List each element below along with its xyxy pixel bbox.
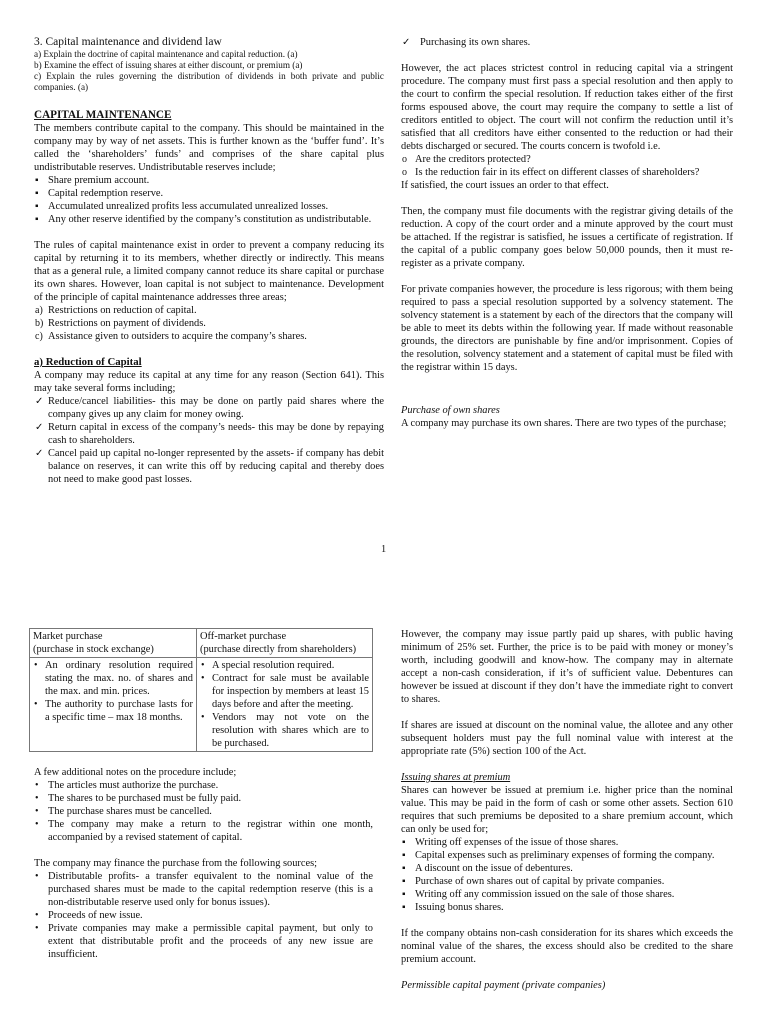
table-cell-off-market (197, 658, 373, 752)
list-item: • Private companies may make a permissible capital payment, but only to extent that distributable profit and the proceeds of any new issue are insufficient. (35, 923, 373, 960)
list-item: ▪ Purchase of own shares out of capital by private companies. (402, 876, 665, 887)
premium-heading: Issuing shares at premium (401, 772, 511, 783)
notes-intro: A few additional notes on the procedure include; (34, 767, 237, 778)
list-item: ▪ Writing off any commission issued on the sale of those shares. (402, 889, 675, 900)
page1-left-column (34, 36, 384, 486)
list-item: ▪ Capital expenses such as preliminary expenses of forming the company. (402, 850, 715, 861)
bullet-icon: • (201, 673, 205, 684)
bullet-icon: • (35, 780, 39, 791)
bullet-icon: • (35, 923, 39, 934)
list-item: • A special resolution required. (201, 660, 335, 671)
reduction-forms-list (34, 395, 384, 486)
list-item: ▪ Capital redemption reserve. (35, 188, 164, 199)
list-item: • Distributable profits- a transfer equivalent to the nominal value of the purchased shares must be made to the capital redemption reserve (this is a non-distributable reserve used only for bonus issues). (35, 871, 373, 908)
notes-list (34, 779, 373, 844)
table-header-row (30, 629, 373, 658)
circle-bullet-icon: o (402, 167, 407, 178)
bullet-icon: • (35, 793, 39, 804)
capital-maintenance-title: CAPITAL MAINTENANCE (34, 109, 172, 121)
list-item: b) Restrictions on payment of dividends. (35, 318, 206, 329)
list-item: ▪ Issuing bonus shares. (402, 902, 504, 913)
bullet-icon: • (35, 819, 39, 830)
list-item: c) Assistance given to outsiders to acquire the company’s shares. (35, 331, 307, 342)
finance-intro: The company may finance the purchase from the following sources; (34, 858, 318, 869)
list-item: • The company may make a return to the registrar within one month, accompanied by a revised statement of capital. (35, 819, 373, 843)
square-bullet-icon: ▪ (35, 188, 39, 199)
list-item: ▪ Any other reserve identified by the company’s constitution as undistributable. (35, 214, 372, 225)
list-item: ✓ Return capital in excess of the company’s needs- this may be done by repaying cash to shareholders. (35, 422, 384, 446)
satisfied-text: If satisfied, the court issues an order to that effect. (401, 180, 609, 191)
list-item: o Is the reduction fair in its effect on different classes of shareholders? (402, 167, 700, 178)
table-header-off-market: Off-market purchase (purchase directly from shareholders) (197, 629, 373, 658)
list-item: • The purchase shares must be cancelled. (35, 806, 212, 817)
square-bullet-icon: ▪ (35, 201, 39, 212)
objective-c: c) Explain the rules governing the distribution of dividends in both private and public companies. (a) (34, 71, 384, 92)
bullet-icon: • (201, 712, 205, 723)
table-row (30, 658, 373, 752)
private-companies-paragraph: For private companies however, the procedure is less rigorous; with them being required to pass a special resolution supported by a solvency statement. The solvency statement is a statement by each of the directors that the company will be able to meet its debts within the following year. If made without reasonable grounds, the directors are punishable by fine and/or imprisonment. Copies of the resolution, solvency statement and a statement of capital must be filed with the registrar within 15 days. (401, 284, 733, 373)
discount-paragraph: If shares are issued at discount on the nominal value, the allotee and any other subsequent holders must pay the full nominal value with interest at the appropriate rate (5%) section 100 of the Act. (401, 720, 733, 757)
objective-a: a) Explain the doctrine of capital maintenance and capital reduction. (a) (34, 49, 298, 59)
list-item: ✓ Purchasing its own shares. (402, 37, 531, 48)
checkmark-icon: ✓ (35, 422, 44, 433)
premium-paragraph: Shares can however be issued at premium i.e. higher price than the nominal value. This may be paid in the form of cash or some other assets. Section 610 requires that such premiums be deposited to a share premium account, which can only be used for; (401, 785, 733, 835)
square-bullet-icon: ▪ (402, 902, 406, 913)
list-item: ✓ Reduce/cancel liabilities- this may be done on partly paid shares where the company gives up any claim for money owing. (35, 396, 384, 420)
table-header-market: Market purchase (purchase in stock exchange) (30, 629, 197, 658)
purchase-types-table (29, 628, 373, 752)
bullet-icon: • (34, 660, 38, 671)
checkmark-icon: ✓ (35, 448, 44, 459)
court-concerns-list (401, 153, 733, 179)
rules-paragraph: The rules of capital maintenance exist in order to prevent a company reducing its capital by returning it to its members, whether directly or indirectly. This means that as a general rule, a limited company cannot reduce its share capital or purchase its own shares. However, loan capital is not subject to maintenance. Development of the principle of capital maintenance addresses three areas; (34, 240, 384, 303)
checkmark-icon: ✓ (35, 396, 44, 407)
square-bullet-icon: ▪ (402, 863, 406, 874)
list-item: o Are the creditors protected? (402, 154, 531, 165)
reduction-paragraph: A company may reduce its capital at any time for any reason (Section 641). This may take several forms including; (34, 370, 384, 394)
square-bullet-icon: ▪ (35, 214, 39, 225)
list-item: ▪ Share premium account. (35, 175, 150, 186)
registrar-paragraph: Then, the company must file documents with the registrar giving details of the reduction. A copy of the court order and a minute approved by the court must be attached. If the registrar is satisfied, he issues a certificate of registration. If the capital of a public company goes below 50,000 pounds, then it must re-register as a private company. (401, 206, 733, 269)
list-item: • Contract for sale must be available for inspection by members at least 15 days before and after the meeting. (201, 673, 369, 710)
non-cash-paragraph: If the company obtains non-cash consideration for its shares which exceeds the nominal value of the shares, the excess should also be credited to the share premium account. (401, 928, 733, 965)
list-item: ▪ Accumulated unrealized profits less accumulated unrealized losses. (35, 201, 329, 212)
square-bullet-icon: ▪ (402, 889, 406, 900)
bullet-icon: • (35, 806, 39, 817)
reserves-list (34, 174, 384, 226)
page2-left-column (29, 628, 373, 961)
permissible-capital-heading: Permissible capital payment (private companies) (401, 980, 606, 991)
page2-right-column (401, 628, 733, 992)
list-item: • An ordinary resolution required stating the max. no. of shares and the max. and min. prices. (34, 660, 193, 697)
capital-maintenance-paragraph: The members contribute capital to the company. This should be maintained in the company may by way of net assets. This is further known as the ‘buffer fund’. It’s called the ‘shareholders’ funds’ and comprises of the share capital plus undistributable reserves. Undistributable reserves include; (34, 123, 384, 173)
square-bullet-icon: ▪ (35, 175, 39, 186)
areas-list (34, 304, 384, 343)
premium-uses-list (401, 836, 733, 914)
square-bullet-icon: ▪ (402, 850, 406, 861)
square-bullet-icon: ▪ (402, 876, 406, 887)
page1-right-column (401, 36, 733, 430)
finance-sources-list (34, 870, 373, 961)
square-bullet-icon: ▪ (402, 837, 406, 848)
bullet-icon: • (201, 660, 205, 671)
table-cell-market (30, 658, 197, 752)
purchase-paragraph: A company may purchase its own shares. There are two types of the purchase; (401, 418, 727, 429)
list-item: ▪ Writing off expenses of the issue of those shares. (402, 837, 619, 848)
reduction-of-capital-title: a) Reduction of Capital (34, 356, 142, 368)
objective-b: b) Examine the effect of issuing shares at either discount, or premium (a) (34, 60, 303, 70)
control-paragraph: However, the act places strictest control in reducing capital via a stringent procedure. The company must first pass a special resolution and then apply to the court to confirm the special resolution. If reduction takes either of the first forms espoused above, the court may require the company to settle a list of creditors entitled to object. The court will not confirm the reduction until it’s satisfied that all creditors have either consented to the reduction or had their debts discharged or secured. The courts concern is twofold i.e. (401, 63, 733, 152)
list-item: ✓ Cancel paid up capital no-longer represented by the assets- if company has debit balance on reserves, it can write this off by reducing capital and thereby does not need to make good past losses. (35, 448, 384, 485)
bullet-icon: • (35, 871, 39, 882)
partly-paid-paragraph: However, the company may issue partly paid up shares, with public having minimum of 25% set. Further, the price is to be paid with money or money’s worth, including goodwill and know-how. The company may in alternate accept a non-cash consideration, if it’s of sufficient value. Debentures can however be issued at discount if they don’t have the immediate right to convert to shares. (401, 629, 733, 705)
list-item: • The authority to purchase lasts for a specific time – max 18 months. (34, 699, 193, 723)
list-item: a) Restrictions on reduction of capital. (35, 305, 197, 316)
page-number: 1 (381, 544, 387, 555)
section-heading: 3. Capital maintenance and dividend law (34, 36, 222, 48)
circle-bullet-icon: o (402, 154, 407, 165)
list-item: • Vendors may not vote on the resolution with shares which are to be purchased. (201, 712, 369, 749)
bullet-icon: • (35, 910, 39, 921)
list-item: • Proceeds of new issue. (35, 910, 143, 921)
list-item: • The shares to be purchased must be fully paid. (35, 793, 242, 804)
list-item: • The articles must authorize the purchase. (35, 780, 219, 791)
list-item: ▪ A discount on the issue of debentures. (402, 863, 573, 874)
document-page-2 (0, 600, 768, 1024)
purchase-own-shares-heading: Purchase of own shares (401, 405, 500, 416)
checkmark-icon: ✓ (402, 37, 411, 48)
bullet-icon: • (34, 699, 38, 710)
